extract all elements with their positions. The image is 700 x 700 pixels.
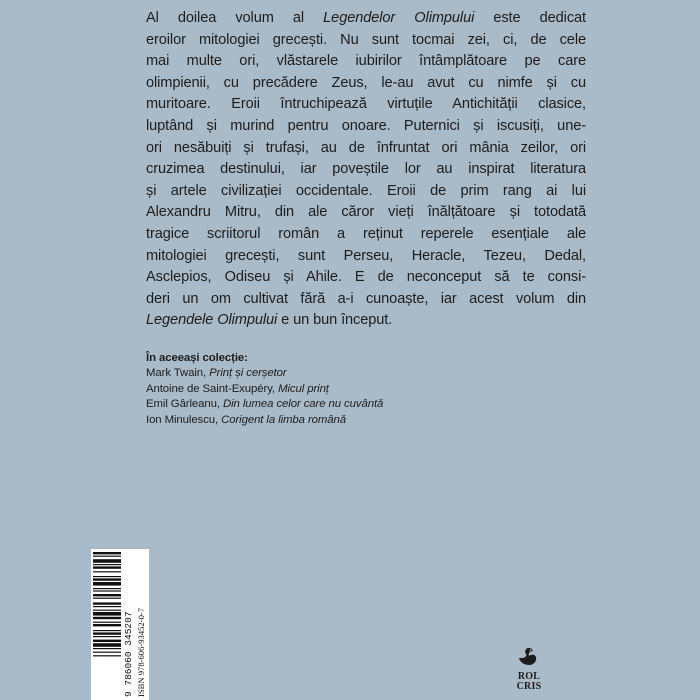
- barcode-bar: [93, 630, 121, 631]
- blurb-line: eroilor mitologiei grecești. Nu sunt tocmai zei, ci, de cele: [146, 31, 586, 48]
- barcode-bar: [93, 640, 121, 642]
- barcode-bar: [93, 564, 121, 565]
- blurb-line: luptând și murind pentru onoare. Puternici și iscusiți, une-: [146, 117, 586, 134]
- barcode-bar: [93, 578, 121, 580]
- blurb-line: Asclepios, Odiseu și Ahile. E de neconceput să te consi-: [146, 269, 586, 286]
- blurb-line: olimpienii, cu precădere Zeus, le-au avut cu nimfe și cu: [146, 74, 586, 91]
- isbn-number: ISBN 978-606-93452-0-7: [136, 607, 146, 697]
- barcode-bar: [93, 590, 121, 591]
- blurb-line: și artele civilizației occidentale. Eroii de prim rang ai lui: [146, 182, 586, 199]
- collection-item: Emil Gârleanu, Din lumea celor care nu cuvântă: [146, 398, 384, 411]
- barcode-bar: [93, 559, 121, 563]
- publisher-name-line2: CRIS: [516, 681, 542, 692]
- barcode-bar: [93, 598, 121, 599]
- barcode-bar: [93, 648, 121, 649]
- barcode-bar: [93, 582, 121, 586]
- blurb-line: ori nesăbuiți și trufași, au de înfruntat ori mânia zeilor, ori: [146, 139, 586, 156]
- barcode-bar: [93, 606, 121, 607]
- blurb-line: mai multe ori, vlăstarele iubirilor întâmplătoare pe care: [146, 53, 586, 70]
- barcode-bar: [93, 624, 121, 626]
- barcode-graphic: [91, 549, 149, 700]
- blurb-line: Alexandru Mitru, din ale căror vieți înălțătoare și totodată: [146, 204, 586, 221]
- blurb-line: mitologiei grecești, sunt Perseu, Heracle, Tezeu, Dedal,: [146, 247, 586, 264]
- barcode-bar: [93, 566, 121, 568]
- barcode-bar: [93, 556, 121, 557]
- barcode-bar: [93, 594, 121, 596]
- blurb-line: Al doilea volum al Legendelor Olimpului este dedicat: [146, 10, 586, 26]
- barcode-bar: [93, 612, 121, 616]
- isbn-barcode: [91, 549, 149, 700]
- blurb-line: cruzimea destinului, iar poveștile lor au inspirat literatura: [146, 161, 586, 178]
- publisher-mark: [514, 672, 544, 692]
- swan-logo-icon: [516, 646, 540, 668]
- barcode-bar: [93, 643, 121, 647]
- barcode-bar: [93, 652, 121, 653]
- barcode-bar: [93, 617, 121, 619]
- barcode-bar: [93, 622, 121, 623]
- blurb-line: deri un om cultivat fără a-i cunoaște, iar acest volum din: [146, 290, 586, 307]
- barcode-bar: [93, 610, 121, 611]
- barcode-bar: [93, 571, 121, 572]
- back-cover-blurb: [146, 8, 586, 332]
- barcode-digits: 9 786060 345207: [123, 611, 134, 697]
- barcode-bar: [93, 576, 121, 577]
- barcode-bar: [93, 552, 121, 554]
- barcode-bar: [93, 636, 121, 637]
- barcode-bar: [93, 632, 121, 634]
- barcode-bar: [93, 602, 121, 604]
- collection-heading: În aceeași colecție:: [146, 352, 248, 364]
- collection-item: Antoine de Saint-Exupéry, Micul prinț: [146, 382, 329, 395]
- barcode-bar: [93, 588, 121, 589]
- publisher-name-line1: ROL: [517, 671, 541, 682]
- blurb-line-last: Legendele Olimpului e un bun început.: [146, 312, 393, 329]
- same-collection-list: [146, 351, 566, 428]
- barcode-bar: [93, 655, 121, 656]
- collection-item: Ion Minulescu, Corigent la limba română: [146, 413, 346, 426]
- blurb-line: tragice scriitorul român a reținut reperele esențiale ale: [146, 225, 586, 242]
- blurb-line: muritoare. Eroii întruchipează virtuțile Antichității clasice,: [146, 96, 586, 113]
- collection-item: Mark Twain, Prinț și cerșetor: [146, 367, 287, 380]
